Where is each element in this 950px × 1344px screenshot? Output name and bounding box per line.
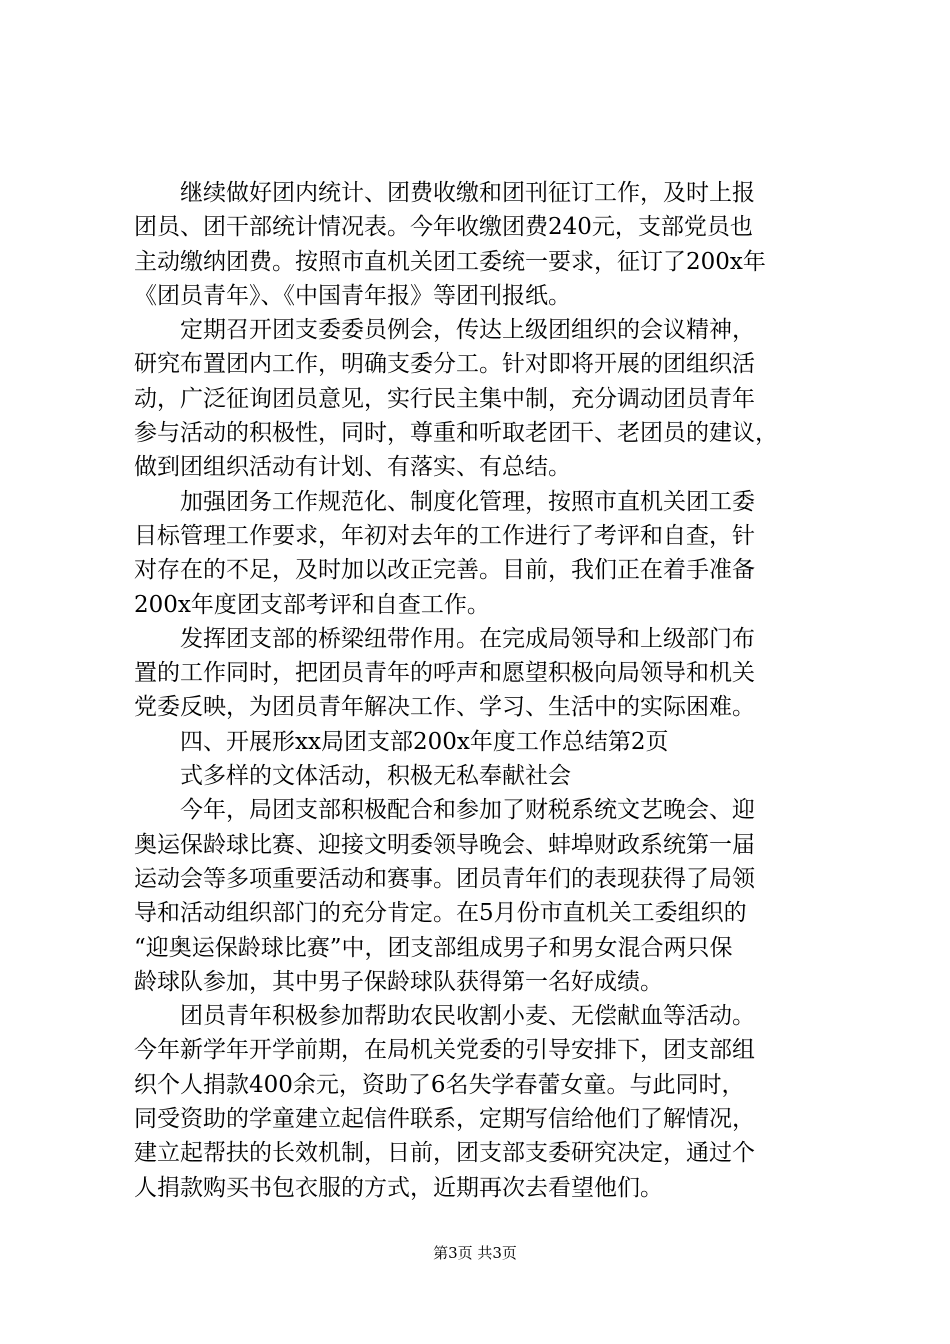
text-line: 团员、团干部统计情况表。今年收缴团费240元，支部党员也 bbox=[134, 214, 753, 241]
text-line: 参与活动的积极性，同时，尊重和听取老团干、老团员的建议， bbox=[134, 420, 778, 447]
text-line: 奥运保龄球比赛、迎接文明委领导晚会、蚌埠财政系统第一届 bbox=[134, 831, 755, 858]
text-line: 200x年度团支部考评和自查工作。 bbox=[134, 591, 490, 618]
text-line: 加强团务工作规范化、制度化管理，按照市直机关团工委 bbox=[180, 488, 755, 515]
text-line: 龄球队参加，其中男子保龄球队获得第一名好成绩。 bbox=[134, 968, 663, 995]
text-line: 同受资助的学童建立起信件联系，定期写信给他们了解情况， bbox=[134, 1106, 755, 1133]
text-line: 继续做好团内统计、团费收缴和团刊征订工作，及时上报 bbox=[180, 180, 755, 206]
text-line: 发挥团支部的桥梁纽带作用。在完成局领导和上级部门布 bbox=[180, 625, 755, 652]
text-line: 做到团组织活动有计划、有落实、有总结。 bbox=[134, 454, 571, 481]
text-line: 党委反映，为团员青年解决工作、学习、生活中的实际困难。 bbox=[134, 694, 755, 721]
page-footer: 第3页 共3页 bbox=[433, 1244, 517, 1262]
text-line: “迎奥运保龄球比赛”中，团支部组成男子和男女混合两只保 bbox=[134, 934, 733, 961]
text-line: 研究布置团内工作，明确支委分工。针对即将开展的团组织活 bbox=[134, 351, 755, 378]
text-line: 今年新学年开学前期，在局机关党委的引导安排下，团支部组 bbox=[134, 1037, 755, 1064]
text-line: 导和活动组织部门的充分肯定。在5月份市直机关工委组织的 bbox=[134, 900, 747, 927]
text-line: 织个人捐款400余元，资助了6名失学春蕾女童。与此同时， bbox=[134, 1071, 745, 1098]
text-line: 定期召开团支委委员例会，传达上级团组织的会议精神， bbox=[180, 317, 755, 344]
section-heading-line: 四、开展形xx局团支部200x年度工作总结第2页 bbox=[180, 728, 669, 755]
document-body bbox=[134, 176, 834, 1205]
text-line: 动，广泛征询团员意见，实行民主集中制，充分调动团员青年 bbox=[134, 385, 755, 412]
text-line: 主动缴纳团费。按照市直机关团工委统一要求，征订了200x年 bbox=[134, 248, 766, 275]
text-line: 对存在的不足，及时加以改正完善。目前，我们正在着手准备 bbox=[134, 557, 755, 584]
text-line: 运动会等多项重要活动和赛事。团员青年们的表现获得了局领 bbox=[134, 865, 755, 892]
text-line: 《团员青年》、《中国青年报》等团刊报纸。 bbox=[134, 282, 571, 309]
section-heading-line: 式多样的文体活动，积极无私奉献社会 bbox=[180, 763, 571, 790]
text-line: 目标管理工作要求，年初对去年的工作进行了考评和自查，针 bbox=[134, 522, 755, 549]
text-line: 团员青年积极参加帮助农民收割小麦、无偿献血等活动。 bbox=[180, 1003, 755, 1030]
text-line: 建立起帮扶的长效机制，日前，团支部支委研究决定，通过个 bbox=[134, 1140, 755, 1167]
text-line: 人捐款购买书包衣服的方式，近期再次去看望他们。 bbox=[134, 1174, 663, 1201]
text-line: 今年，局团支部积极配合和参加了财税系统文艺晚会、迎 bbox=[180, 797, 755, 824]
text-line: 置的工作同时，把团员青年的呼声和愿望积极向局领导和机关 bbox=[134, 660, 755, 687]
